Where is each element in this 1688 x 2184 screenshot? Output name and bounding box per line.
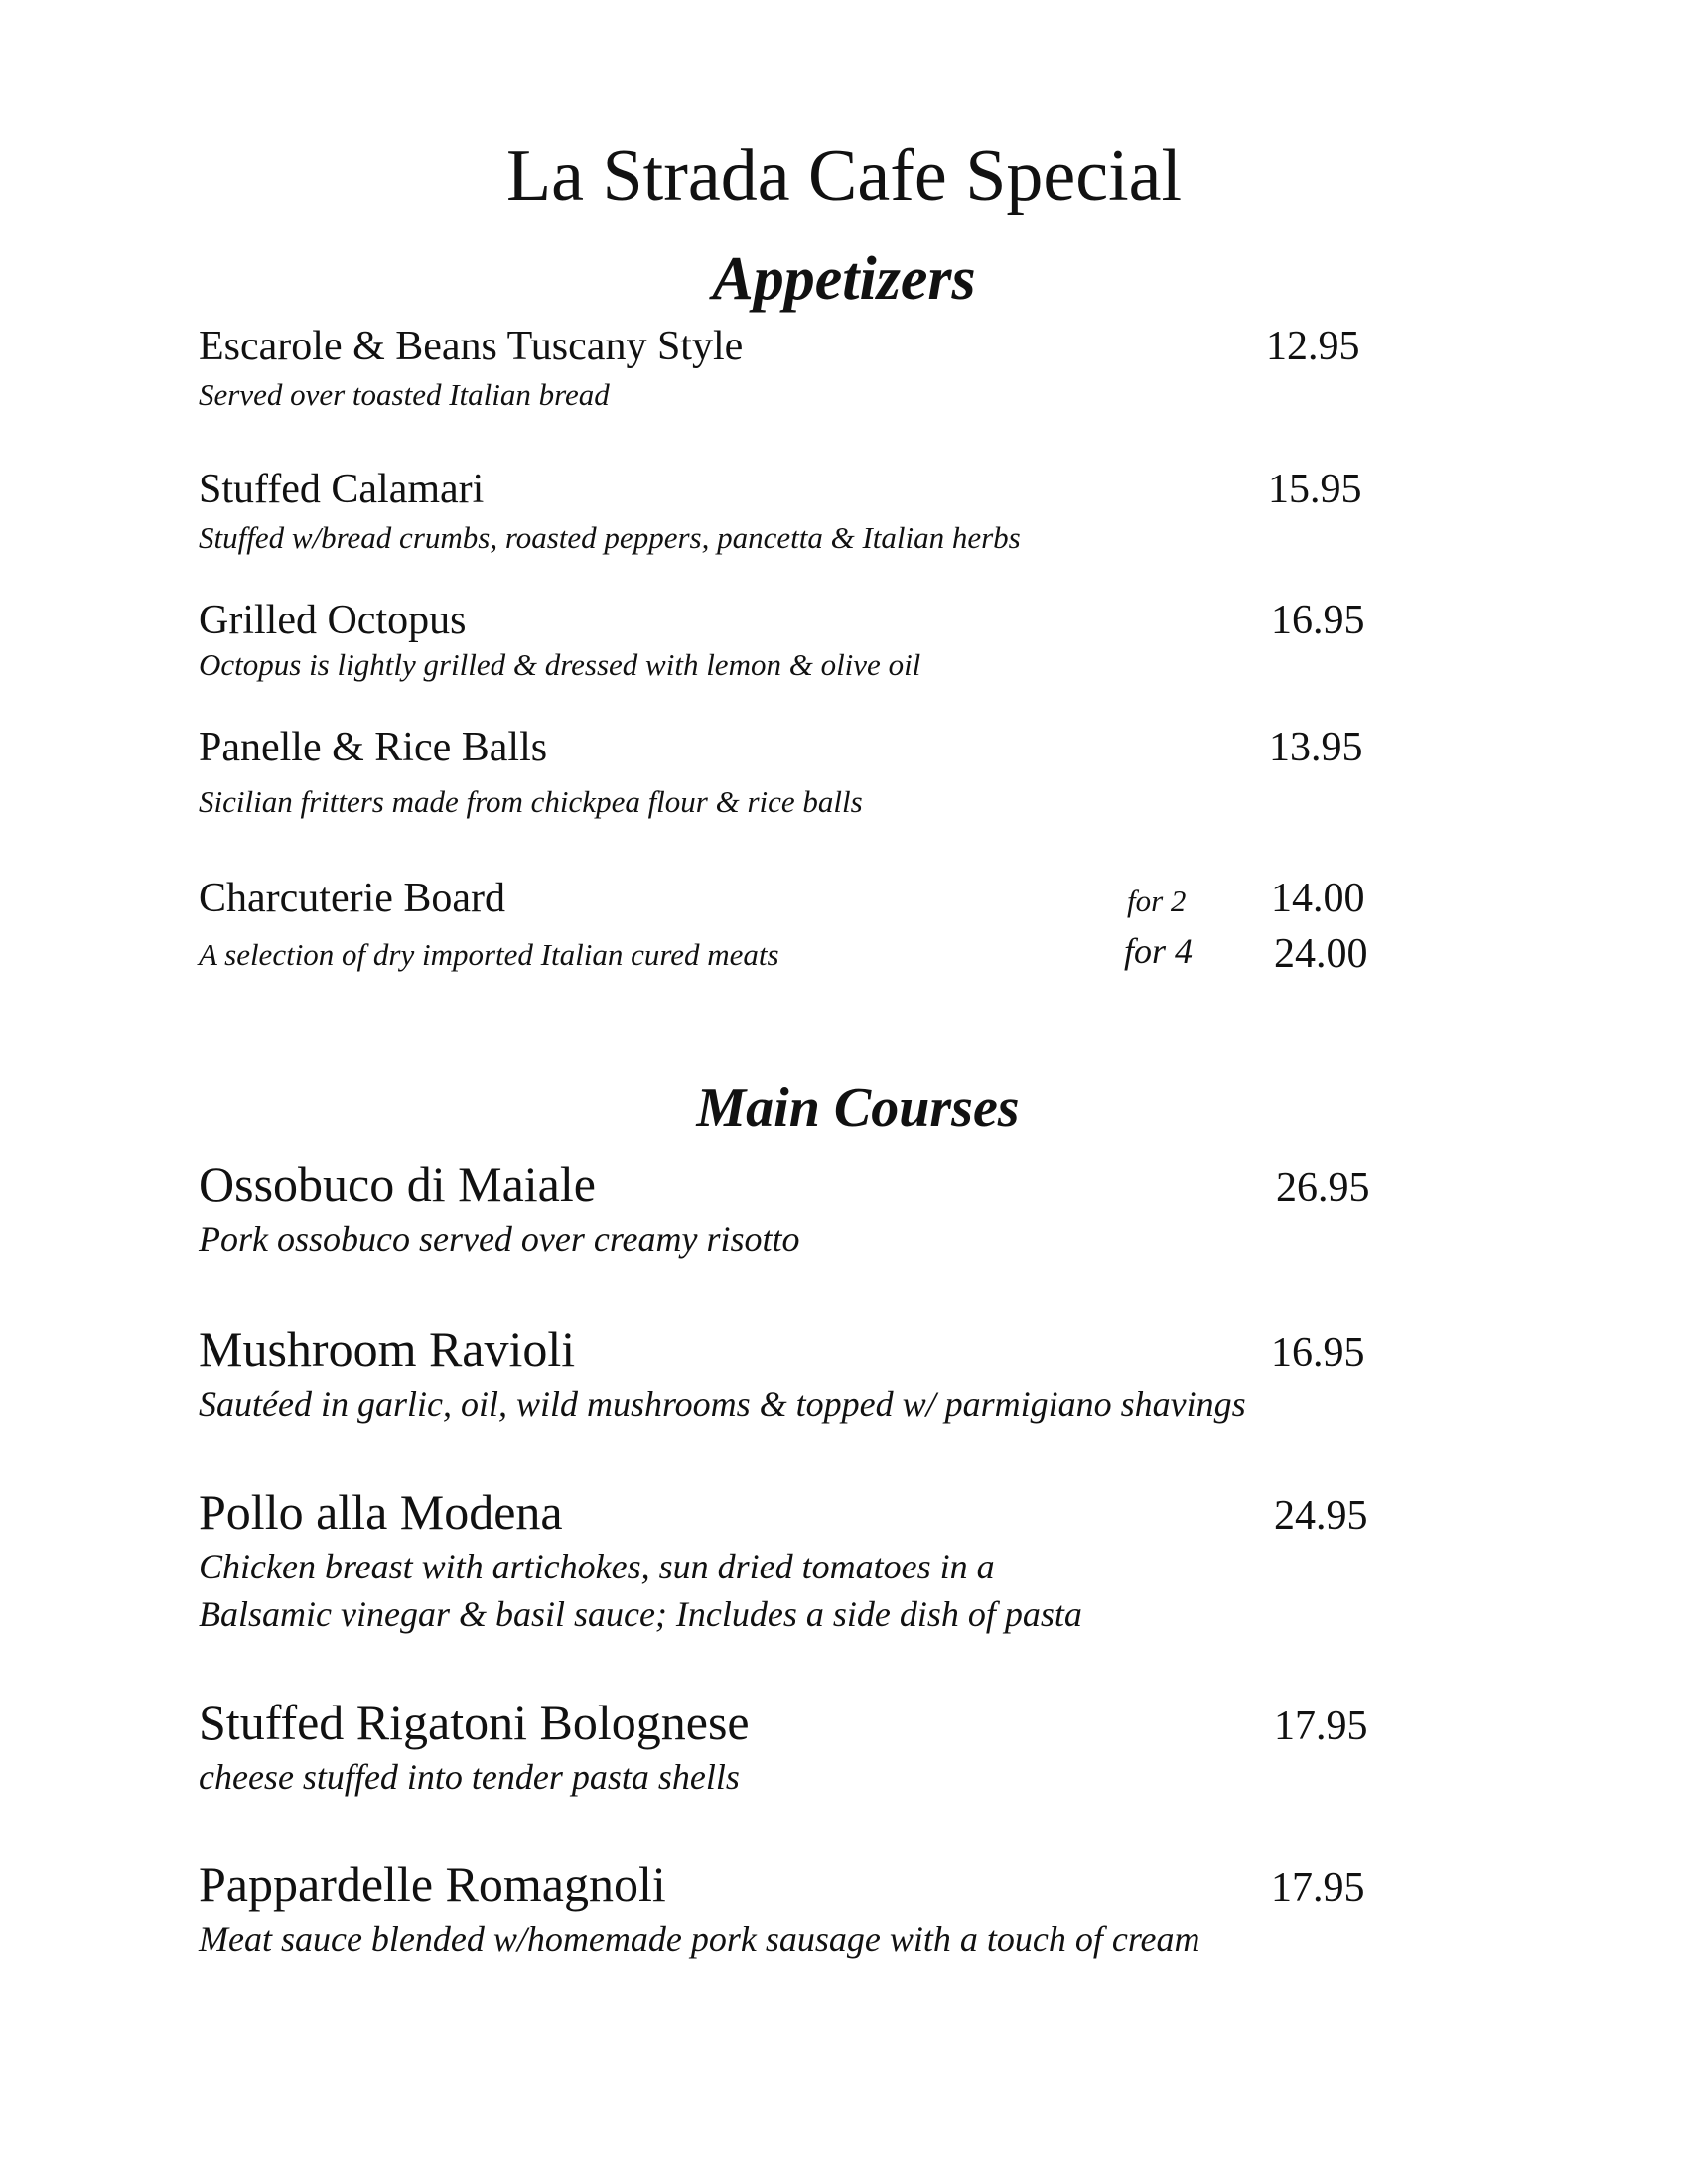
item-description: Pork ossobuco served over creamy risotto [199, 1219, 800, 1259]
item-name: Mushroom Ravioli [199, 1321, 576, 1377]
menu-item [199, 727, 1390, 846]
item-name: Grilled Octopus [199, 598, 467, 643]
item-description: Meat sauce blended w/homemade pork sausage with a touch of cream [199, 1919, 1200, 1959]
item-name: Pollo alla Modena [199, 1484, 563, 1540]
item-price: 16.95 [1271, 1330, 1365, 1376]
item-price: 16.95 [1271, 598, 1365, 643]
item-description: Sicilian fritters made from chickpea flour & rice balls [199, 784, 863, 819]
item-description: Served over toasted Italian bread [199, 377, 610, 412]
item-description: Stuffed w/bread crumbs, roasted peppers, pancetta & Italian herbs [199, 520, 1021, 555]
item-price: 17.95 [1274, 1704, 1368, 1749]
menu-item [199, 1856, 1390, 1979]
item-name: Panelle & Rice Balls [199, 725, 548, 770]
menu-item [199, 1484, 1390, 1656]
portion-label: for 4 [1124, 931, 1194, 971]
menu-item [199, 1157, 1390, 1279]
menu-item [199, 1695, 1390, 1817]
item-description: Sautéed in garlic, oil, wild mushrooms & topped w/ parmigiano shavings [199, 1384, 1246, 1424]
item-name: Stuffed Calamari [199, 467, 485, 512]
item-name: Pappardelle Romagnoli [199, 1856, 666, 1912]
item-description: Octopus is lightly grilled & dressed with lemon & olive oil [199, 647, 921, 682]
item-price: 24.00 [1274, 931, 1368, 977]
portion-label: for 2 [1127, 884, 1187, 918]
item-price: 12.95 [1266, 324, 1360, 369]
menu-item [199, 326, 1390, 445]
item-price: 15.95 [1268, 467, 1362, 512]
menu-title: La Strada Cafe Special [505, 135, 1183, 216]
menu-item [199, 600, 1390, 719]
item-name: Ossobuco di Maiale [199, 1157, 596, 1212]
menu-item [199, 469, 1390, 588]
item-price: 13.95 [1269, 725, 1363, 770]
menu-item [199, 878, 1390, 997]
item-price: 26.95 [1276, 1165, 1370, 1211]
item-name: Charcuterie Board [199, 876, 506, 921]
item-description: A selection of dry imported Italian cured meats [199, 937, 779, 972]
main-courses-heading: Main Courses [696, 1077, 1020, 1139]
item-price: 14.00 [1271, 876, 1365, 921]
appetizers-heading: Appetizers [712, 245, 976, 313]
item-description: Chicken breast with artichokes, sun dried tomatoes in a [199, 1547, 995, 1586]
menu-item [199, 1321, 1390, 1443]
item-name: Stuffed Rigatoni Bolognese [199, 1695, 750, 1750]
item-name: Escarole & Beans Tuscany Style [199, 324, 744, 369]
item-description: cheese stuffed into tender pasta shells [199, 1757, 740, 1797]
item-description-line-2: Balsamic vinegar & basil sauce; Includes a side dish of pasta [199, 1594, 1082, 1634]
item-price: 17.95 [1271, 1865, 1365, 1911]
item-price: 24.95 [1274, 1493, 1368, 1539]
